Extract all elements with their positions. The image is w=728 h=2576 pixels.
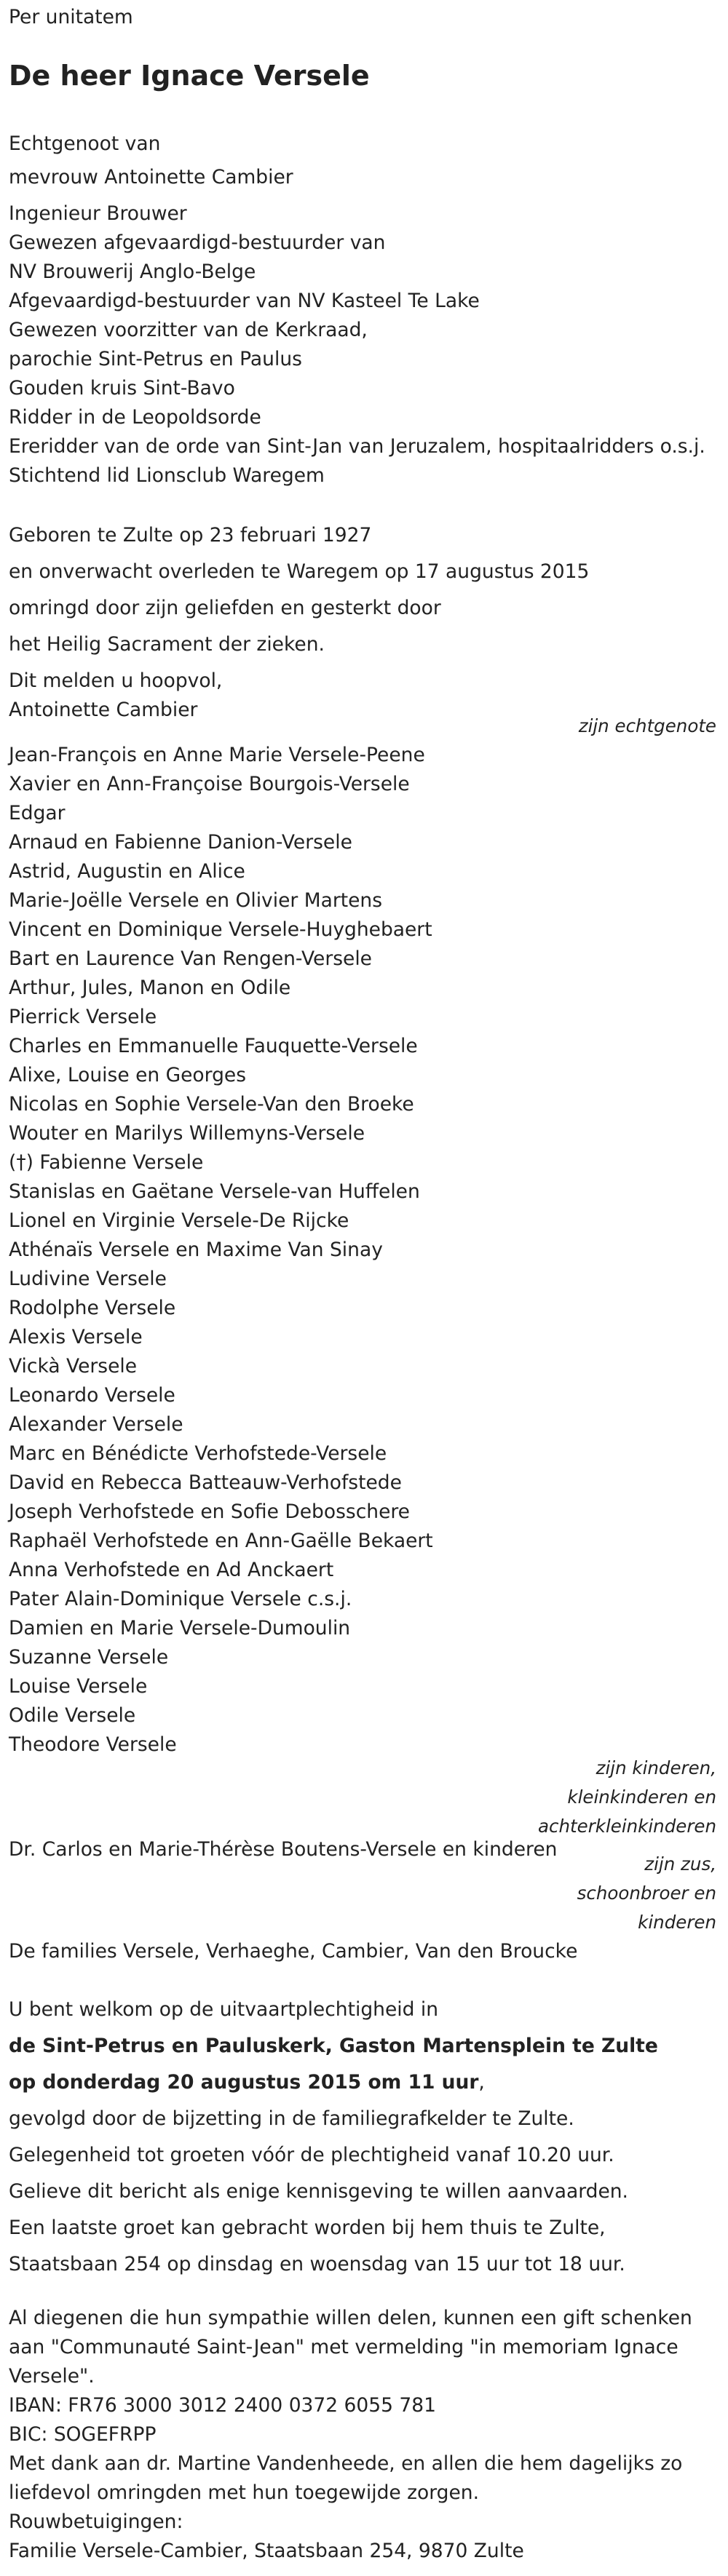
families-line: De families Versele, Verhaeghe, Cambier, Van den Broucke [9,1940,578,1963]
ceremony-welcome: U bent welkom op de uitvaartplechtigheid in [9,1998,439,2021]
list-item: Marc en Bénédicte Verhofstede-Versele [9,1442,387,1465]
ceremony-last-greeting: Een laatste groet kan gebracht worden bij hem thuis te Zulte, [9,2217,606,2239]
list-item: Arthur, Jules, Manon en Odile [9,977,291,999]
ceremony-address-hours: Staatsbaan 254 op dinsdag en woensdag van 15 uur tot 18 uur. [9,2253,625,2275]
list-item: Lionel en Virginie Versele-De Rijcke [9,1209,349,1232]
list-item: Arnaud en Fabienne Danion-Versele [9,831,352,854]
announce-name: Antoinette Cambier [9,699,198,721]
list-item: Leonardo Versele [9,1384,175,1407]
list-item: Ludivine Versele [9,1268,167,1290]
ceremony-date-line [9,2068,485,2097]
children-role-line: zijn kinderen, [596,1757,716,1778]
ceremony-greeting: Gelegenheid tot groeten vóór de plechtigheid vanaf 10.20 uur. [9,2144,614,2166]
surrounded-line: omringd door zijn geliefden en gesterkt door [9,597,441,619]
list-item: (†) Fabienne Versele [9,1151,204,1174]
sacrament-line: het Heilig Sacrament der zieken. [9,633,325,656]
per-unitatem: Per unitatem [9,6,133,28]
title-line: Ereridder van de orde van Sint-Jan van Jeruzalem, hospitaalridders o.s.j. [9,435,705,458]
sibling-role [577,1850,716,1937]
sibling-role-line: kinderen [638,1912,716,1933]
list-item: Charles en Emmanuelle Fauquette-Versele [9,1035,418,1057]
list-item: Louise Versele [9,1675,148,1698]
list-item: Athénaïs Versele en Maxime Van Sinay [9,1239,383,1261]
list-item: Pierrick Versele [9,1006,157,1028]
list-item: Astrid, Augustin en Alice [9,860,245,883]
ceremony-notice: Gelieve dit bericht als enige kennisgeving te willen aanvaarden. [9,2180,628,2203]
gift-iban: IBAN: FR76 3000 3012 2400 0372 6055 781 [9,2394,436,2417]
list-item: Vincent en Dominique Versele-Huyghebaert [9,918,432,941]
condolences-address: Familie Versele-Cambier, Staatsbaan 254, 9870 Zulte [9,2540,524,2562]
list-item: Bart en Laurence Van Rengen-Versele [9,947,372,970]
list-item: Wouter en Marilys Willemyns-Versele [9,1122,365,1145]
title-line: Ingenieur Brouwer [9,202,187,225]
title-line: Gewezen voorzitter van de Kerkraad, [9,319,368,341]
gift-bic: BIC: SOGEFRPP [9,2423,157,2446]
list-item: Marie-Joëlle Versele en Olivier Martens [9,889,383,912]
list-item: Edgar [9,802,66,824]
title-line: Gouden kruis Sint-Bavo [9,377,235,399]
title-line: NV Brouwerij Anglo-Belge [9,261,256,283]
gift-text: Al diegenen die hun sympathie willen delen, kunnen een gift schenken aan "Communauté Saint-Jean" met vermelding "in memoriam Ignace Versele". [9,2307,692,2388]
sibling-role-line: zijn zus, [644,1853,716,1875]
page-title: De heer Ignace Versele [9,60,370,92]
list-item: Xavier en Ann-Françoise Bourgois-Versele [9,773,410,795]
condolences-label: Rouwbetuigingen: [9,2511,183,2533]
list-item: Pater Alain-Dominique Versele c.s.j. [9,1588,352,1610]
title-line: Stichtend lid Lionsclub Waregem [9,464,325,487]
list-item: Jean-François en Anne Marie Versele-Peene [9,744,425,766]
list-item: David en Rebecca Batteauw-Verhofstede [9,1471,402,1494]
children-role-line: achterkleinkinderen [538,1816,716,1837]
list-item: Alexander Versele [9,1413,183,1436]
birth-line: Geboren te Zulte op 23 februari 1927 [9,524,372,546]
list-item: Anna Verhofstede en Ad Anckaert [9,1559,334,1581]
announce-intro: Dit melden u hoopvol, [9,669,223,692]
ceremony-church: de Sint-Petrus en Pauluskerk, Gaston Martensplein te Zulte [9,2035,658,2057]
spouse-role: zijn echtgenote [578,715,716,736]
list-item: Rodolphe Versele [9,1297,176,1319]
list-item: Vickà Versele [9,1355,138,1378]
list-item: Joseph Verhofstede en Sofie Debosschere [9,1500,410,1523]
children-role [538,1754,716,1841]
ceremony-burial: gevolgd door de bijzetting in de familiegrafkelder te Zulte. [9,2107,574,2130]
list-item: Alixe, Louise en Georges [9,1064,247,1086]
title-line: Afgevaardigd-bestuurder van NV Kasteel Te Lake [9,290,480,312]
list-item: Raphaël Verhofstede en Ann-Gaëlle Bekaert [9,1530,433,1552]
death-line: en onverwacht overleden te Waregem op 17 augustus 2015 [9,560,590,583]
sibling-role-line: schoonbroer en [577,1883,716,1904]
spouse-name: mevrouw Antoinette Cambier [9,166,293,188]
sibling-name: Dr. Carlos en Marie-Thérèse Boutens-Versele en kinderen [9,1838,558,1861]
titles-list [9,199,705,490]
ceremony-date-punct: , [478,2071,485,2094]
list-item: Odile Versele [9,1704,136,1727]
title-line: Ridder in de Leopoldsorde [9,406,261,429]
spouse-intro: Echtgenoot van [9,132,161,155]
ceremony-date: op donderdag 20 augustus 2015 om 11 uur [9,2071,479,2094]
list-item: Suzanne Versele [9,1646,169,1669]
list-item: Nicolas en Sophie Versele-Van den Broeke [9,1093,414,1116]
title-line: parochie Sint-Petrus en Paulus [9,348,302,370]
list-item: Damien en Marie Versele-Dumoulin [9,1617,351,1639]
list-item: Stanislas en Gaëtane Versele-van Huffelen [9,1180,420,1203]
thanks-text: Met dank aan dr. Martine Vandenheede, en allen die hem dagelijks zo liefdevol omringden met hun toegewijde zorgen. [9,2452,683,2504]
children-role-line: kleinkinderen en [567,1786,716,1808]
children-list [9,741,433,1760]
list-item: Theodore Versele [9,1733,177,1756]
title-line: Gewezen afgevaardigd-bestuurder van [9,231,386,254]
list-item: Alexis Versele [9,1326,143,1348]
